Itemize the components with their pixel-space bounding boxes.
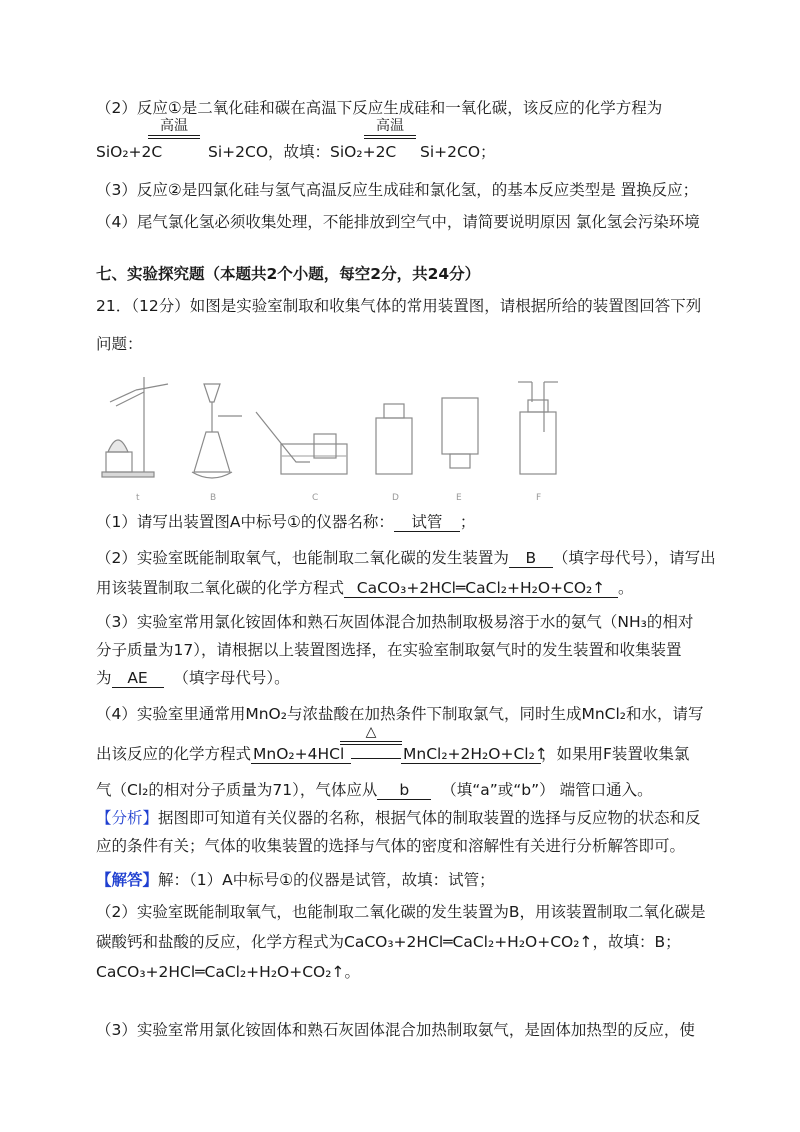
figure-label-a: t bbox=[136, 493, 140, 502]
figure-label-d: D bbox=[392, 493, 399, 502]
figure-label-f: F bbox=[536, 493, 542, 502]
question-21-stem: 21．（12分）如图是实验室制取和收集气体的常用装置图，请根据所给的装置图回答下列 bbox=[96, 297, 702, 315]
answer-line-3: 碳酸钙和盐酸的反应，化学方程式为CaCO₃+2HCl═CaCl₂+H₂O+CO₂↑，故填：B； bbox=[96, 933, 681, 951]
answer-line-5: （3）实验室常用氯化铵固体和熟石灰固体混合加热制取氨气，是固体加热型的反应，使 bbox=[96, 1021, 695, 1039]
figure-label-b: B bbox=[210, 493, 217, 502]
analysis-line-1: 【分析】据图即可知道有关仪器的名称，根据气体的制取装置的选择与反应物的状态和反 bbox=[96, 809, 701, 827]
condition-heat: △ bbox=[340, 724, 402, 745]
para-reaction-2: （3）反应②是四氯化硅与氢气高温反应生成硅和氯化氢，的基本反应类型是 置换反应； bbox=[96, 181, 699, 199]
section-title: 七、实验探究题（本题共2个小题，每空2分，共24分） bbox=[96, 265, 481, 283]
answer-blank-equation-co2: CaCO₃+2HCl═CaCl₂+H₂O+CO₂↑ bbox=[344, 579, 618, 598]
answer-line-4: CaCO₃+2HCl═CaCl₂+H₂O+CO₂↑。 bbox=[96, 963, 360, 981]
subquestion-1: （1）请写出装置图A中标号①的仪器名称： 试管 ； bbox=[96, 513, 476, 531]
analysis-tag: 【分析】 bbox=[96, 809, 159, 827]
answer-line-2: （2）实验室既能制取氧气，也能制取二氧化碳的发生装置为B，用该装置制取二氧化碳是 bbox=[96, 903, 706, 921]
equation-si-line: SiO₂+2C bbox=[96, 143, 163, 161]
figure-label-c: C bbox=[312, 493, 319, 502]
para-reaction-1: （2）反应①是二氧化硅和碳在高温下反应生成硅和一氧化碳，该反应的化学方程为 bbox=[96, 99, 663, 117]
subquestion-4-a: （4）实验室里通常用MnO₂与浓盐酸在加热条件下制取氯气，同时生成MnCl₂和水，请写 bbox=[96, 705, 704, 723]
answer-blank-1: 试管 bbox=[394, 513, 460, 532]
answer-blank-gap bbox=[351, 758, 401, 759]
subquestion-4-c: 气（Cl₂的相对分子质量为71），气体应从 b （填“a”或“b”） 端管口通入。 bbox=[96, 781, 653, 799]
subquestion-2: （2）实验室既能制取氧气，也能制取二氧化碳的发生装置为 B （填字母代号），请写出 bbox=[96, 549, 716, 567]
answer-line-1: 【解答】解：（1）A中标号①的仪器是试管，故填：试管； bbox=[96, 871, 495, 889]
analysis-line-2: 应的条件有关；气体的收集装置的选择与气体的密度和溶解性有关进行分析解答即可。 bbox=[96, 837, 686, 855]
answer-tag: 【解答】 bbox=[96, 871, 159, 889]
subquestion-3-c: 为 AE （填字母代号）。 bbox=[96, 669, 290, 687]
subquestion-3-a: （3）实验室常用氯化铵固体和熟石灰固体混合加热制取极易溶于水的氨气（NH₃的相对 bbox=[96, 613, 694, 631]
apparatus-figure bbox=[96, 372, 576, 502]
answer-blank-equation-cl2-right: MnCl₂+2H₂O+Cl₂↑ bbox=[403, 745, 548, 763]
condition-high-temp-2: 高温 bbox=[364, 118, 416, 139]
answer-blank-3: AE bbox=[112, 669, 164, 688]
equation-si-line-c: Si+2CO； bbox=[420, 143, 496, 161]
figure-label-e: E bbox=[456, 493, 462, 502]
question-21-stem-2: 问题： bbox=[96, 335, 143, 353]
equation-si-line-b: Si+2CO，故填：SiO₂+2C bbox=[208, 143, 397, 161]
subquestion-2-equation: 用该装置制取二氧化碳的化学方程式 CaCO₃+2HCl═CaCl₂+H₂O+CO₂↑ 。 bbox=[96, 579, 634, 597]
subquestion-3-b: 分子质量为17），请根据以上装置图选择，在实验室制取氨气时的发生装置和收集装置 bbox=[96, 641, 682, 659]
answer-blank-equation-cl2-left: MnO₂+4HCl bbox=[251, 745, 351, 764]
condition-high-temp-1: 高温 bbox=[148, 118, 200, 139]
para-tail-gas: （4）尾气氯化氢必须收集处理，不能排放到空气中，请简要说明原因 氯化氢会污染环境 bbox=[96, 213, 700, 231]
subquestion-4-equation: 出该反应的化学方程式 MnO₂+4HCl MnCl₂+2H₂O+Cl₂↑，如果用F装置收集氯 bbox=[96, 745, 690, 763]
answer-blank-2: B bbox=[509, 549, 553, 568]
answer-blank-4: b bbox=[377, 781, 431, 800]
